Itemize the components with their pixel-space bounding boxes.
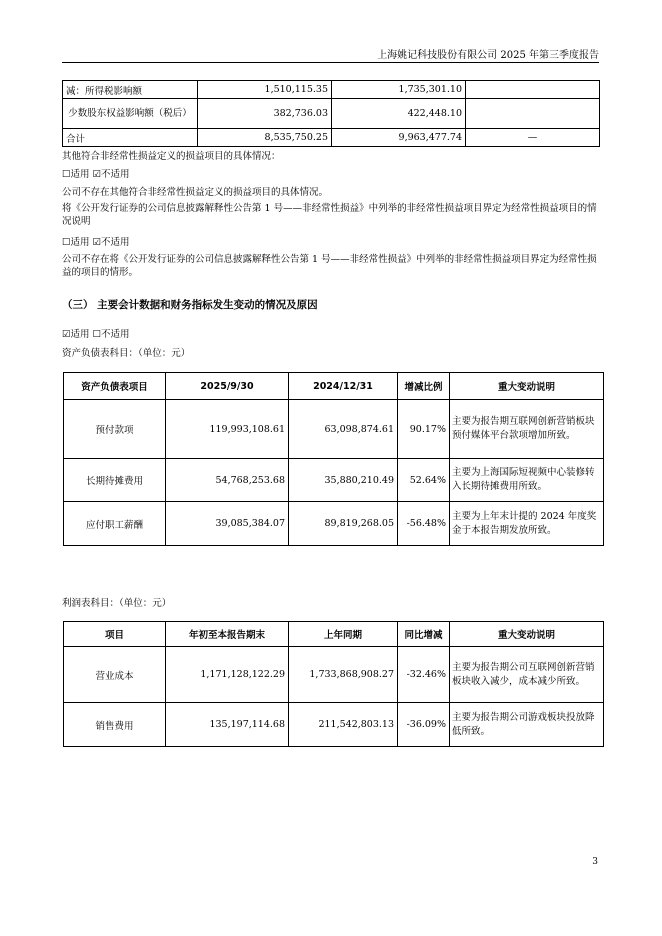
cell-value: 8,535,750.25 [198, 129, 332, 147]
table-caption: 利润表科目：（单位：元） [62, 598, 172, 609]
row-label: 少数股东权益影响额（税后） [63, 99, 198, 129]
row-item: 销售费用 [64, 703, 166, 747]
row-item: 预付款项 [64, 400, 166, 459]
report-header-title: 上海姚记科技股份有限公司 2025 年第三季度报告 [377, 50, 599, 61]
paragraph: 公司不存在其他符合非经常性损益定义的损益项目的具体情况。 [62, 187, 329, 198]
table-header-row [64, 622, 604, 647]
cell-value: 119,993,108.61 [166, 400, 289, 459]
table-caption: 资产负债表科目：（单位：元） [62, 348, 191, 359]
cell-description: 主要为报告期公司互联网创新营销板块收入减少，成本减少所致。 [450, 647, 604, 703]
table-row [64, 703, 604, 747]
cell-value: 9,963,477.74 [332, 129, 466, 147]
section-title: （三） 主要会计数据和财务指标发生变动的情况及原因 [62, 299, 318, 311]
table-row [63, 99, 600, 129]
cell-note [466, 81, 600, 99]
column-header: 2024/12/31 [289, 373, 398, 400]
cell-percent: -36.09% [398, 703, 450, 747]
column-header: 项目 [64, 622, 166, 647]
page-number: 3 [592, 857, 598, 867]
cell-description: 主要为报告期互联网创新营销板块预付媒体平台款项增加所致。 [450, 400, 604, 459]
non-recurring-summary-table [62, 80, 600, 147]
cell-description: 主要为上海国际短视频中心装修转入长期待摊费用所致。 [450, 459, 604, 502]
column-header: 年初至本报告期末 [166, 622, 289, 647]
cell-value: 1,510,115.35 [198, 81, 332, 99]
cell-percent: -56.48% [398, 502, 450, 546]
column-header: 重大变动说明 [450, 622, 604, 647]
table-row [64, 459, 604, 502]
column-header: 增减比例 [398, 373, 450, 400]
balance-sheet-change-table [63, 372, 604, 546]
row-item: 长期待摊费用 [64, 459, 166, 502]
paragraph: 其他符合非经常性损益定义的损益项目的具体情况： [62, 151, 281, 162]
column-header: 重大变动说明 [450, 373, 604, 400]
cell-percent: -32.46% [398, 647, 450, 703]
income-statement-change-table [63, 621, 604, 747]
cell-percent: 90.17% [398, 400, 450, 459]
paragraph: 公司不存在将《公开发行证券的公司信息披露解释性公告第 1 号——非经常性损益》中列举的非经常性损益项目界定为经常性损益的项目的情形。 [62, 254, 597, 278]
cell-value: 63,098,874.61 [289, 400, 398, 459]
row-label: 合计 [63, 129, 198, 147]
cell-value: 1,733,868,908.27 [289, 647, 398, 703]
cell-value: 1,735,301.10 [332, 81, 466, 99]
paragraph: 将《公开发行证券的公司信息披露解释性公告第 1 号——非经常性损益》中列举的非经常性损益项目界定为经常性损益项目的情况说明 [62, 203, 597, 227]
column-header: 同比增减 [398, 622, 450, 647]
cell-value: 135,197,114.68 [166, 703, 289, 747]
cell-value: 1,171,128,122.29 [166, 647, 289, 703]
cell-percent: 52.64% [398, 459, 450, 502]
cell-description: 主要为上年末计提的 2024 年度奖金于本报告期发放所致。 [450, 502, 604, 546]
table-row [64, 502, 604, 546]
row-item: 应付职工薪酬 [64, 502, 166, 546]
column-header: 上年同期 [289, 622, 398, 647]
cell-value: 35,880,210.49 [289, 459, 398, 502]
cell-value: 382,736.03 [198, 99, 332, 129]
row-label: 减：所得税影响额 [63, 81, 198, 99]
table-row [64, 647, 604, 703]
cell-description: 主要为报告期公司游戏板块投放降低所致。 [450, 703, 604, 747]
header-divider [62, 62, 599, 63]
cell-value: 39,085,384.07 [166, 502, 289, 546]
applicability-checkbox: ☐适用 ☑不适用 [62, 169, 130, 180]
table-row [63, 81, 600, 99]
table-row [64, 400, 604, 459]
table-row [63, 129, 600, 147]
applicability-checkbox: ☑适用 ☐不适用 [62, 329, 130, 340]
table-header-row [64, 373, 604, 400]
cell-note [466, 99, 600, 129]
column-header: 资产负债表项目 [64, 373, 166, 400]
column-header: 2025/9/30 [166, 373, 289, 400]
applicability-checkbox: ☐适用 ☑不适用 [62, 237, 130, 248]
cell-value: 422,448.10 [332, 99, 466, 129]
cell-note: — [466, 129, 600, 147]
row-item: 营业成本 [64, 647, 166, 703]
cell-value: 89,819,268.05 [289, 502, 398, 546]
cell-value: 211,542,803.13 [289, 703, 398, 747]
cell-value: 54,768,253.68 [166, 459, 289, 502]
